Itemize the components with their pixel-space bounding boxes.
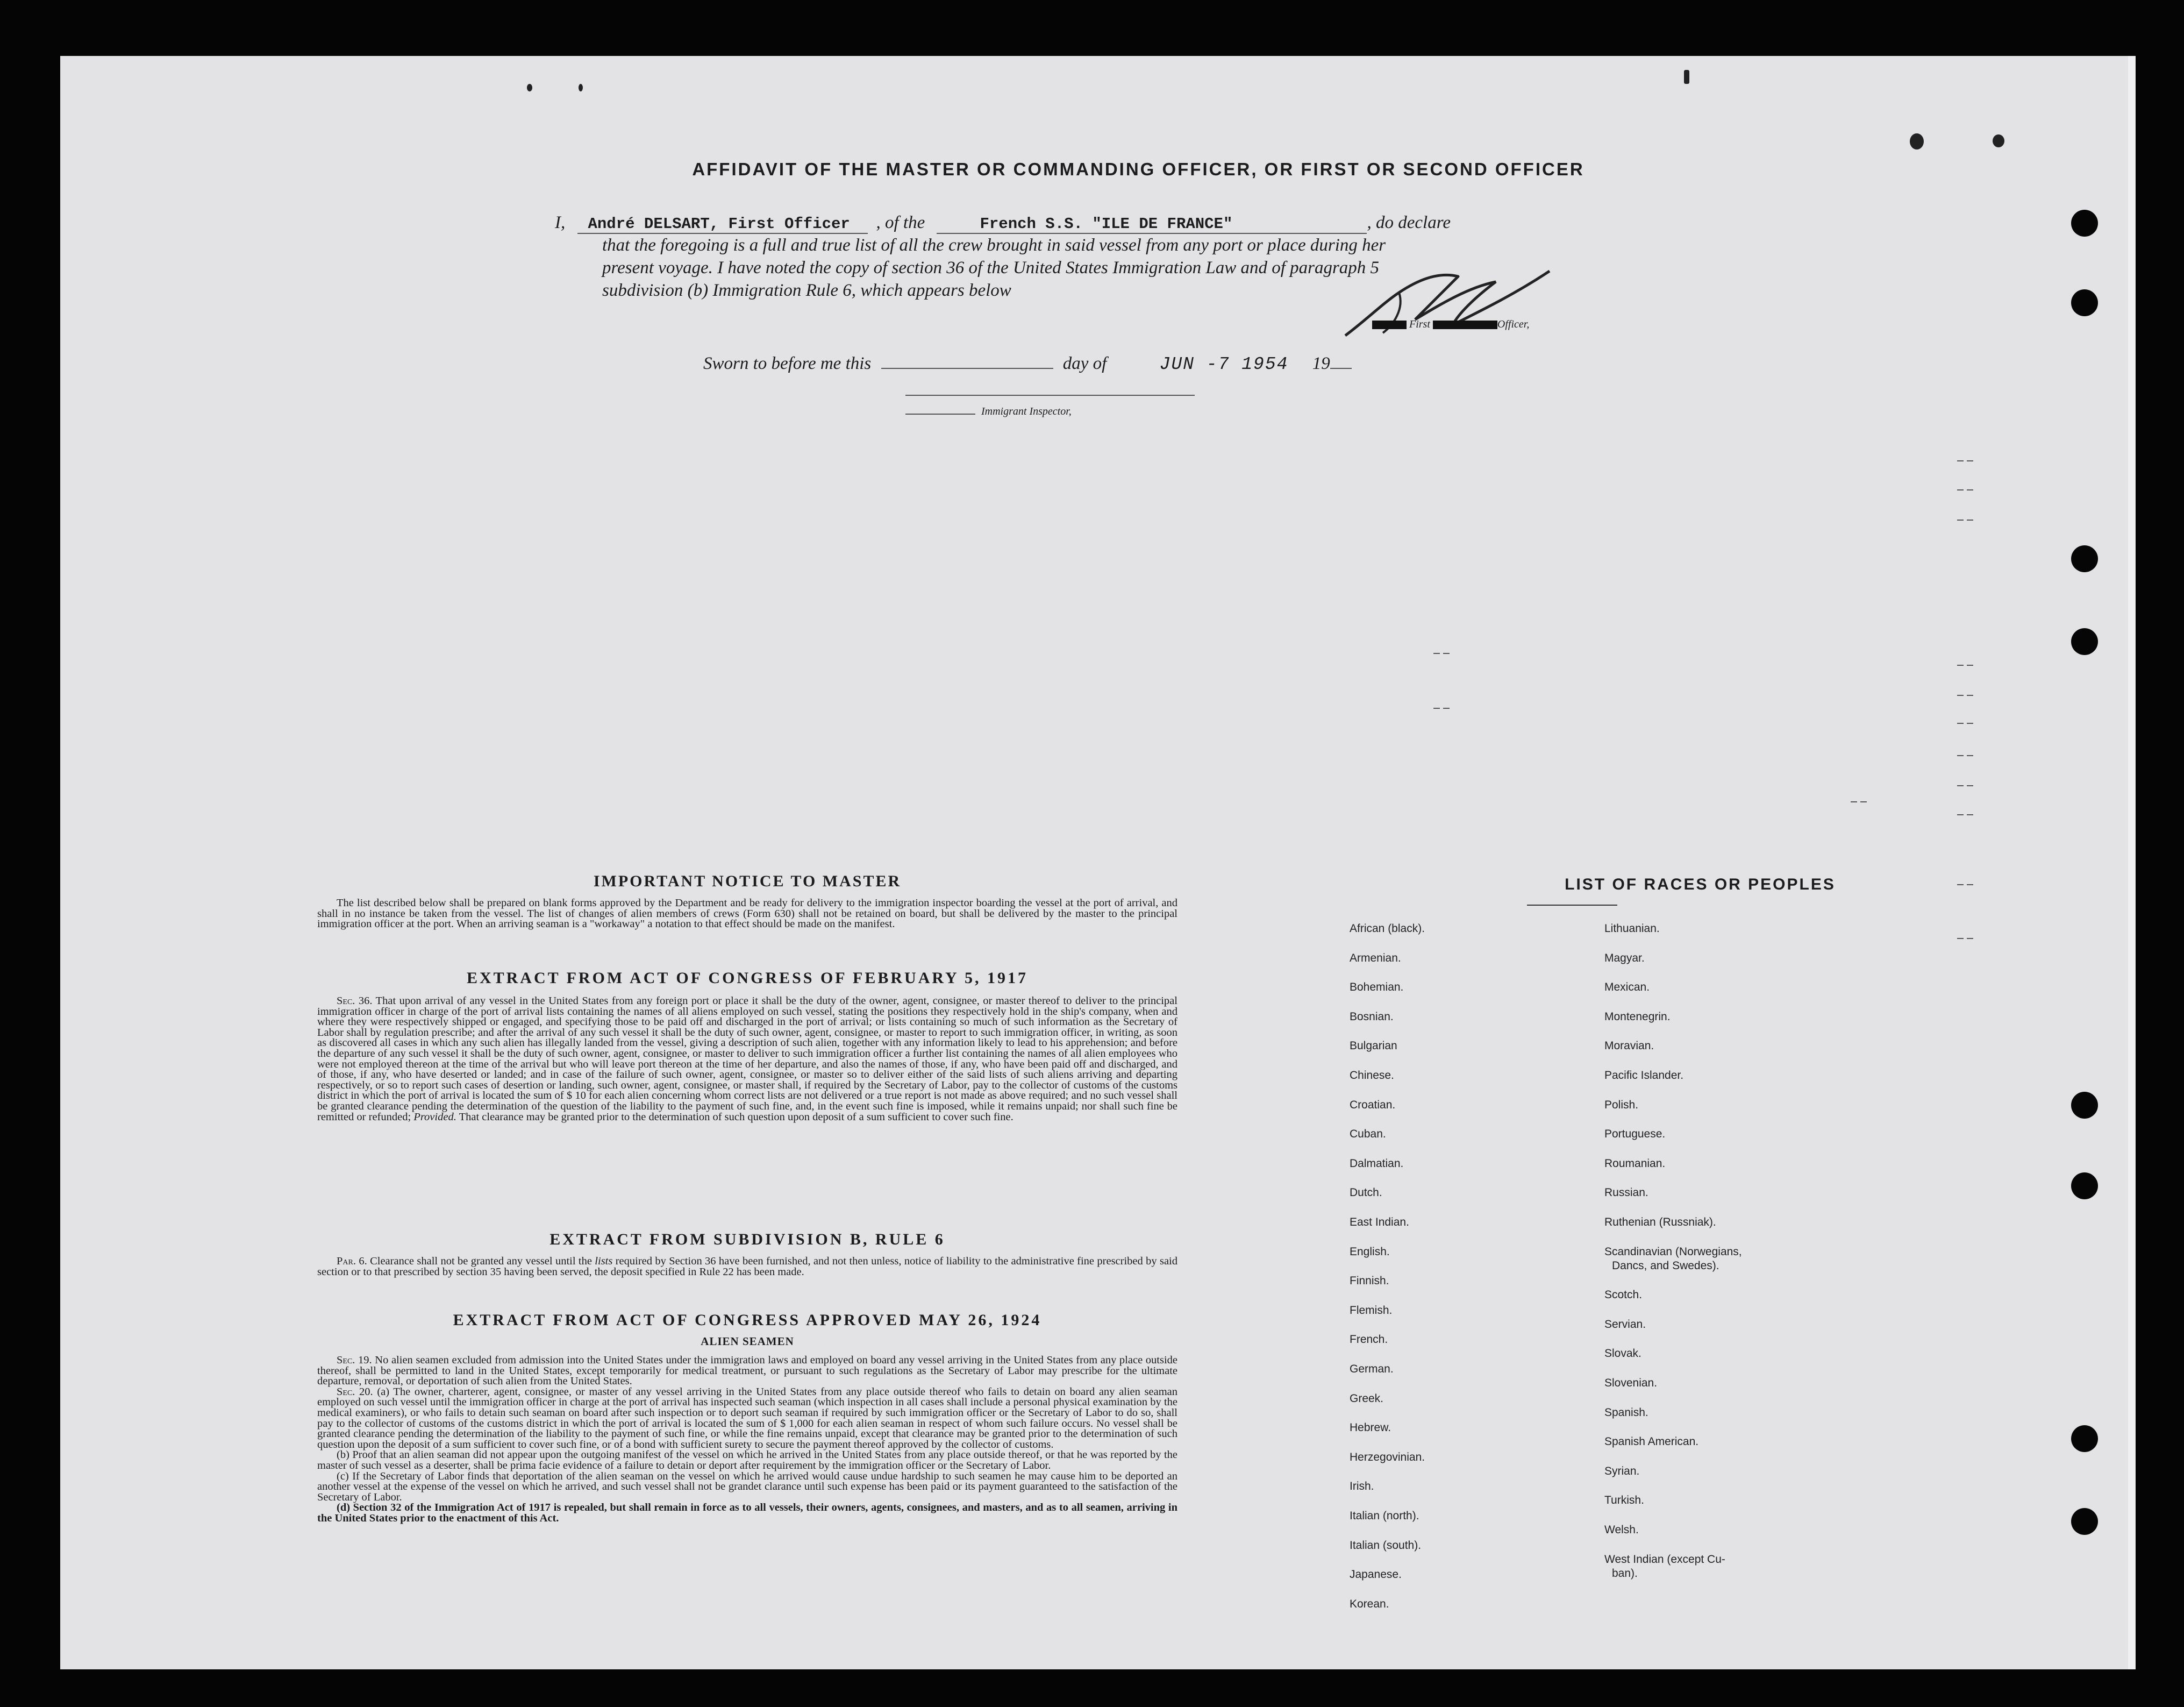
punch-hole bbox=[2071, 1425, 2098, 1452]
race-item: Moravian. bbox=[1604, 1040, 1654, 1052]
redacted-mark bbox=[1372, 321, 1407, 329]
ink-spot bbox=[1993, 134, 2004, 147]
race-item: Chinese. bbox=[1350, 1069, 1394, 1082]
punch-hole bbox=[2071, 628, 2098, 655]
race-item: East Indian. bbox=[1350, 1216, 1409, 1228]
signature-title-line: First Officer, bbox=[1372, 318, 1529, 331]
punch-hole bbox=[2071, 1172, 2098, 1199]
race-item: African (black). bbox=[1350, 922, 1425, 935]
race-item: Armenian. bbox=[1350, 951, 1401, 964]
punch-hole bbox=[2071, 289, 2098, 316]
document-page bbox=[60, 56, 2136, 1669]
race-item: Greek. bbox=[1350, 1392, 1384, 1405]
race-item: Spanish. bbox=[1604, 1406, 1648, 1419]
race-item: Croatian. bbox=[1350, 1098, 1396, 1111]
ink-spot bbox=[527, 84, 532, 91]
punch-hole bbox=[2071, 545, 2098, 572]
race-item: Servian. bbox=[1604, 1318, 1646, 1331]
race-item: West Indian (except Cu- bbox=[1604, 1553, 1725, 1566]
race-item: Dutch. bbox=[1350, 1186, 1382, 1199]
ink-spot bbox=[579, 84, 583, 91]
race-item: Scotch. bbox=[1604, 1289, 1643, 1301]
race-item: Scandinavian (Norwegians, bbox=[1604, 1245, 1742, 1258]
affidavit-line-1: I, André DELSART, First Officer , of the French S.S. "ILE DE FRANCE" , do declare bbox=[555, 213, 1451, 233]
race-item: Dancs, and Swedes). bbox=[1612, 1259, 1719, 1272]
race-item: Russian. bbox=[1604, 1186, 1648, 1199]
race-item: Lithuanian. bbox=[1604, 922, 1660, 935]
vessel-name-field[interactable]: French S.S. "ILE DE FRANCE" bbox=[980, 215, 1233, 233]
extract-1917-text: Sec. 36. That upon arrival of any vessel in the United States from any foreign port or place it shall be the duty of the owner, agent, consignee, or master thereof to deliver to the principal immigration officer in charge of the port of arrival lists containing the names of all aliens employed on such vessel, stating the positions they respectively hold in the ship's company, when and where they were respectively shipped or engaged, and specifying those to be paid off and discharged in the port of arrival; or lists containing so much of such information as the Secretary of Labor shall by regulation prescribe; and after the arrival of any such vessel it shall be the duty of such owner, agent, consignee, or master to report to such immigration officer, in writing, as soon as discovered all cases in which any such alien has illegally landed from the vessel, giving a description of such alien, together with any information likely to lead to his apprehension; and before the departure of any such vessel it shall be the duty of such owner, agent, consignee, or master to deliver to such immigration officer a further list containing the names of all alien employees who were not employed thereon at the time of the arrival but who will leave port thereon at the time of her departure, and also the names of those, if any, who have been paid off and discharged, and of those, if any, who have deserted or landed; and in case of the failure of such owner, agent, consignee, or master so to deliver either of the said lists of such aliens arriving and departing respectively, or so to report such cases of desertion or landing, such owner, agent, consignee, or master shall, if required by the Secretary of Labor, pay to the collector of customs of the customs district in which the port of arrival is located the sum of $ 10 for each alien concerning whom correct lists are not delivered or a true report is not made as above required; and no such vessel shall be granted clearance pending the determination of the question of the liability to the payment of such fine, and, in the event such fine is imposed, while it remains unpaid; nor shall such fine be remitted or refunded; Provided. That clearance may be granted prior to the determination of such question upon deposit of a sum sufficient to cover such fine. bbox=[317, 995, 1177, 1123]
race-item: Slovenian. bbox=[1604, 1377, 1658, 1389]
race-item: Cuban. bbox=[1350, 1128, 1386, 1141]
race-item: Spanish American. bbox=[1604, 1435, 1699, 1448]
race-item: Italian (north). bbox=[1350, 1510, 1419, 1522]
extract-1917-title: EXTRACT FROM ACT OF CONGRESS OF FEBRUARY 5, 1917 bbox=[466, 969, 1029, 987]
ink-spot bbox=[1910, 133, 1924, 150]
race-item: Roumanian. bbox=[1604, 1157, 1666, 1170]
officer-name-field[interactable]: André DELSART, First Officer bbox=[588, 215, 850, 233]
race-item: Montenegrin. bbox=[1604, 1010, 1671, 1023]
race-item: Turkish. bbox=[1604, 1494, 1644, 1507]
inspector-signature-line bbox=[905, 395, 1195, 396]
race-item: Dalmatian. bbox=[1350, 1157, 1404, 1170]
race-item: Welsh. bbox=[1604, 1524, 1639, 1536]
race-item: Finnish. bbox=[1350, 1275, 1389, 1288]
notice-text: The list described below shall be prepared on blank forms approved by the Department and be ready for delivery to the immigration inspector boarding the vessel at the port of arrival, and shall in no instance be taken from the vessel. The list of changes of alien members of crews (Form 630) shall not be retained on board, but shall be delivered by the master to the principal immigration officer at the port. When an arriving seaman is a "workaway" a notation to that effect should be made on the manifest. bbox=[317, 897, 1177, 930]
races-title: LIST OF RACES OR PEOPLES bbox=[1565, 876, 1836, 893]
punch-hole bbox=[2071, 1092, 2098, 1119]
race-item: Bosnian. bbox=[1350, 1010, 1394, 1023]
race-item: Korean. bbox=[1350, 1597, 1389, 1610]
race-item: Bulgarian bbox=[1350, 1040, 1397, 1052]
race-item: Japanese. bbox=[1350, 1568, 1402, 1581]
race-item: Italian (south). bbox=[1350, 1539, 1422, 1552]
race-item: Ruthenian (Russniak). bbox=[1604, 1216, 1716, 1228]
races-title-rule bbox=[1527, 905, 1617, 906]
affidavit-line-2: that the foregoing is a full and true list of all the crew brought in said vessel from any port or place during her bbox=[602, 236, 1386, 255]
extract-1924-text: Sec. 19. No alien seamen excluded from admission into the United States under the immigration laws and employed on board any vessel arriving in the United States from any place outside thereof, shall be permitted to land in the United States, except temporarily for medical treatment, or pursuant to such regulations as the Secretary of Labor may prescribe for the ultimate departure, removal, or deportation of such alien from the United States. Sec. 20. (a) The owner, charterer, agent, consignee, or master of any vessel arriving in the United States from any place outside thereof who fails to detain on board any alien seaman employed on such vessel until the immigration officer in charge at the port of arrival has inspected such seaman (which inspection in all cases shall include a personal physical examination by the medical examiners), or who fails to detain such seaman on board after such inspection or to deport such seaman if required by such immigration officer or the Secretary of Labor to do so, shall pay to the collector of customs of the customs district in which the port of arrival is located the sum of $ 1,000 for each alien seaman in respect of whom such failure occurs. No vessel shall be granted clearance pending the determination of the liability to the payment of such fine, or while the fine remains unpaid, except that clearance may be granted prior to the determination of such question upon the deposit of a sum sufficient to cover such fine, or of a bond with sufficient surety to secure the payment thereof approved by the collector of customs. (b) Proof that an alien seaman did not appear upon the outgoing manifest of the vessel on which he arrived in the United States from any place outside thereof, or that he was reported by the master of such vessel as a deserter, shall be prima facie evidence of a failure to detain or deport after requirement by the immigration officer or the Secretary of Labor. (c) If the Secretary of Labor finds that deportation of the alien seaman on the vessel on which he arrived would cause undue hardship to such seamen he may cause him to be deported an another vessel at the expense of the vessel on which he arrived, and such vessel shall not be grandet clarance until such expense has been paid or its payment guaranteed to the satisfaction of the Secretary of Labor. (d) Section 32 of the Immigration Act of 1917 is repealed, but shall remain in force as to all vessels, their owners, agents, consignees, and masters, and as to all seamen, arriving in the United States prior to the enactment of this Act. bbox=[317, 1354, 1178, 1524]
notice-title: IMPORTANT NOTICE TO MASTER bbox=[593, 872, 902, 890]
subdivision-text: Par. 6. Clearance shall not be granted any vessel until the lists required by Section 36 have been furnished, and not then unless, notice of liability to the administrative fine prescribed by said section or to that prescribed by section 35 having been served, the deposit specified in Rule 22 has been made. bbox=[317, 1255, 1177, 1278]
punch-hole bbox=[2071, 1508, 2098, 1535]
race-item: Slovak. bbox=[1604, 1347, 1641, 1360]
race-item: Portuguese. bbox=[1604, 1128, 1666, 1141]
race-item: Herzegovinian. bbox=[1350, 1450, 1425, 1463]
extract-1924-title: EXTRACT FROM ACT OF CONGRESS APPROVED MAY 26, 1924 bbox=[453, 1311, 1042, 1329]
race-item: Flemish. bbox=[1350, 1304, 1393, 1317]
race-item: Syrian. bbox=[1604, 1464, 1640, 1477]
race-item: German. bbox=[1350, 1363, 1394, 1375]
extract-1924-subtitle: ALIEN SEAMEN bbox=[701, 1335, 794, 1348]
inspector-label: Immigrant Inspector, bbox=[905, 406, 1195, 418]
race-item: English. bbox=[1350, 1245, 1390, 1258]
race-item: Mexican. bbox=[1604, 981, 1650, 994]
affidavit-title: AFFIDAVIT OF THE MASTER OR COMMANDING OFFICER, OR FIRST OR SECOND OFFICER bbox=[692, 159, 1585, 179]
race-item: ban). bbox=[1612, 1567, 1638, 1580]
ink-spot bbox=[1684, 70, 1689, 84]
redacted-mark bbox=[1433, 321, 1497, 329]
race-item: Hebrew. bbox=[1350, 1421, 1391, 1434]
subdivision-title: EXTRACT FROM SUBDIVISION B, RULE 6 bbox=[549, 1231, 945, 1248]
race-item: Magyar. bbox=[1604, 951, 1645, 964]
sworn-line: Sworn to before me this day of JUN -7 1954 19 bbox=[703, 354, 1352, 374]
date-stamp: JUN -7 1954 bbox=[1159, 354, 1289, 374]
race-item: French. bbox=[1350, 1333, 1388, 1346]
race-item: Polish. bbox=[1604, 1098, 1639, 1111]
punch-hole bbox=[2071, 210, 2098, 237]
race-item: Irish. bbox=[1350, 1480, 1374, 1493]
affidavit-line-4: subdivision (b) Immigration Rule 6, which appears below bbox=[602, 281, 1011, 300]
race-item: Bohemian. bbox=[1350, 981, 1404, 994]
race-item: Pacific Islander. bbox=[1604, 1069, 1684, 1082]
affidavit-line-3: present voyage. I have noted the copy of section 36 of the United States Immigration Law and of paragraph 5 bbox=[602, 258, 1380, 278]
